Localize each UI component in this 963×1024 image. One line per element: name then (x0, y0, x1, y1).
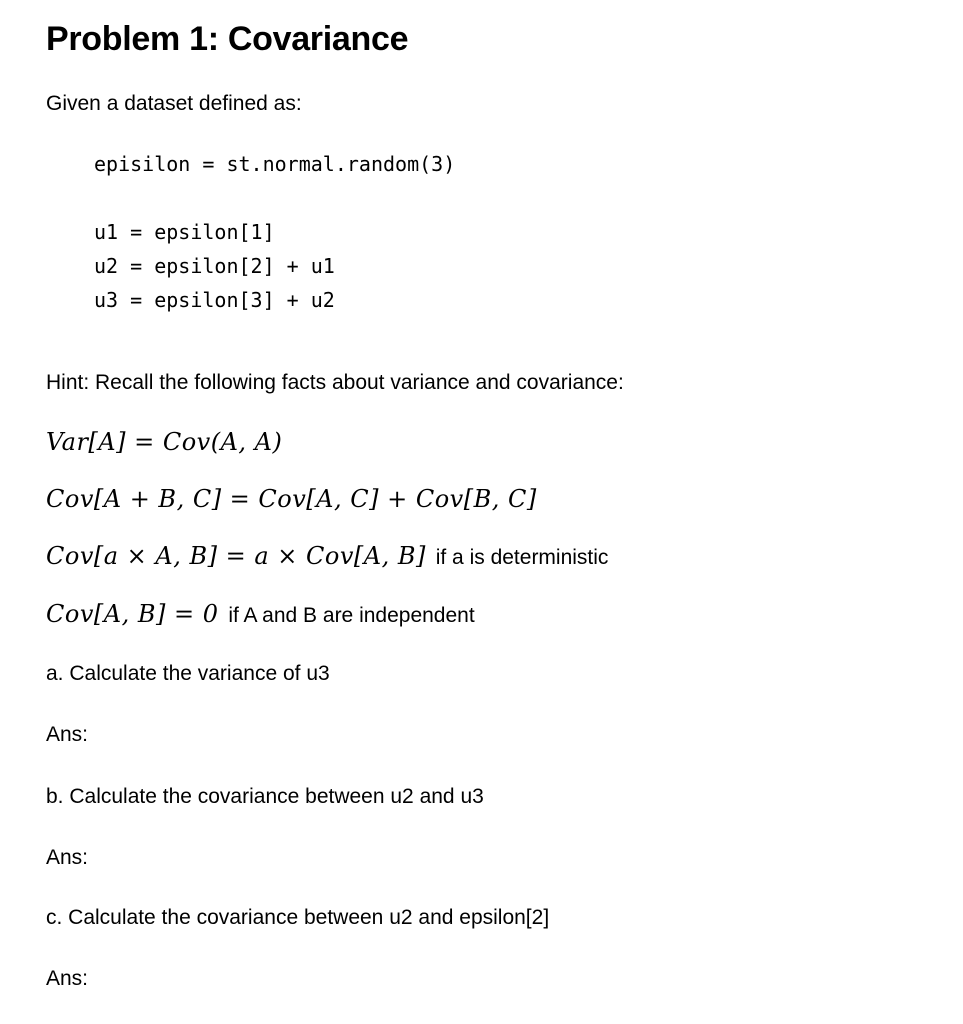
problem-page (46, 0, 946, 1024)
question-c: c. Calculate the covariance between u2 and epsilon[2] (46, 906, 550, 929)
fact-formula: Cov[a × A, B] = a × Cov[A, B] (46, 542, 426, 570)
fact-covariance-scaling (46, 541, 608, 573)
problem-title: Problem 1: Covariance (46, 20, 409, 58)
fact-note: if A and B are independent (228, 604, 475, 627)
question-b: b. Calculate the covariance between u2 and u3 (46, 785, 484, 808)
code-line-u1: u1 = epsilon[1] (94, 220, 275, 244)
fact-formula: Cov[A, B] = 0 (46, 600, 219, 628)
fact-note: if a is deterministic (435, 546, 609, 569)
code-block (94, 147, 455, 317)
fact-variance (46, 427, 282, 459)
code-line-u3: u3 = epsilon[3] + u2 (94, 288, 335, 312)
code-line-epsilon: episilon = st.normal.random(3) (94, 152, 456, 176)
code-line-blank (94, 181, 455, 215)
fact-covariance-additivity (46, 484, 537, 516)
code-line-u2: u2 = epsilon[2] + u1 (94, 254, 335, 278)
answer-label-a: Ans: (46, 723, 89, 746)
hint-text: Hint: Recall the following facts about variance and covariance: (46, 371, 624, 394)
fact-formula: Cov[A + B, C] = Cov[A, C] + Cov[B, C] (46, 485, 537, 513)
question-a: a. Calculate the variance of u3 (46, 662, 330, 685)
answer-label-c: Ans: (46, 967, 89, 990)
intro-text: Given a dataset defined as: (46, 92, 302, 115)
fact-independence (46, 599, 475, 631)
answer-label-b: Ans: (46, 846, 89, 869)
fact-formula: Var[A] = Cov(A, A) (46, 428, 283, 456)
